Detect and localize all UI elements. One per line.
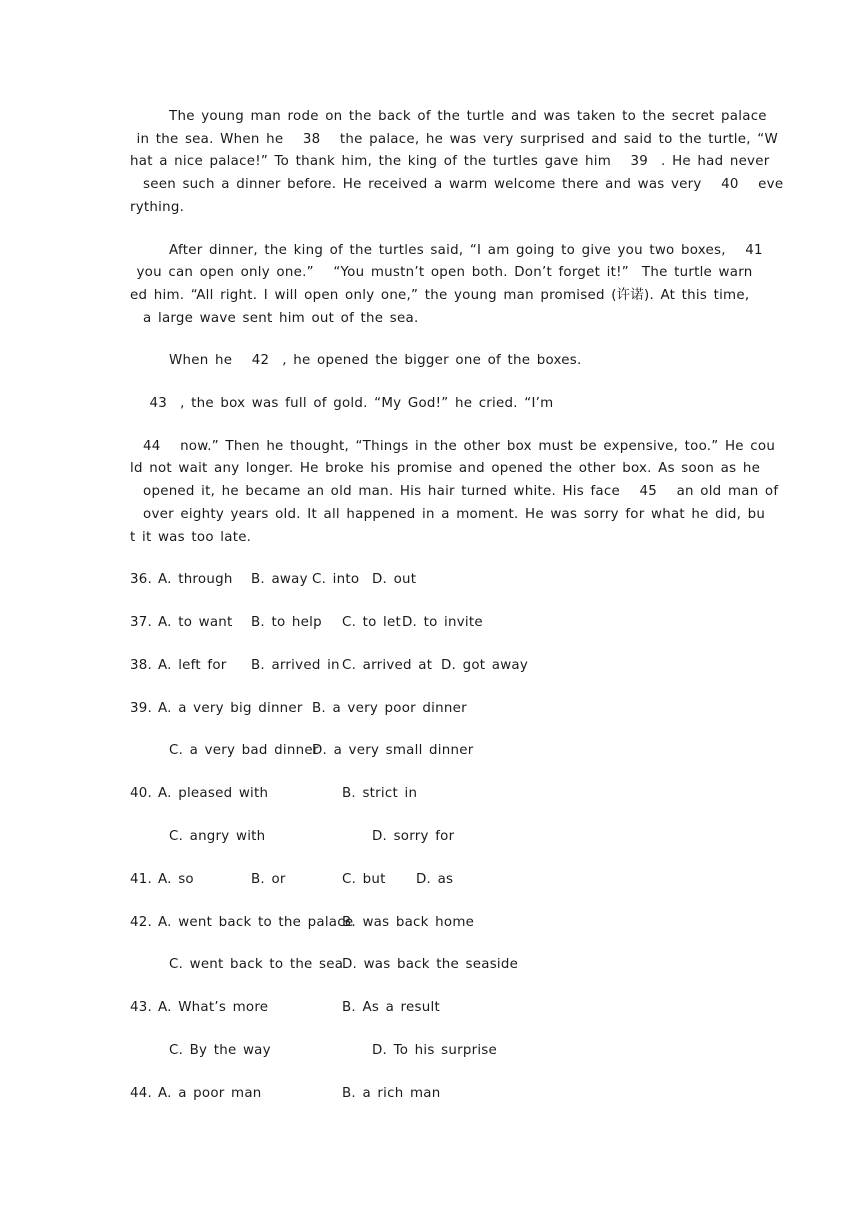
option-c: C. arrived at <box>342 657 433 673</box>
text-line: The young man rode on the back of the turtle and was taken to the secret palace <box>130 109 767 124</box>
option-a: A. to want <box>158 615 233 631</box>
text-line: rything. <box>130 199 185 215</box>
document-page <box>130 106 784 1105</box>
option-b: B. to help <box>251 615 322 631</box>
question-number: 39. <box>130 700 153 716</box>
option-c: C. into <box>312 572 360 588</box>
text-line: you can open only one.” “You mustn’t open both. Don’t forget it!” The turtle warn <box>130 265 753 281</box>
question-number: 44. <box>130 1085 153 1101</box>
question-38 <box>130 655 730 677</box>
question-44 <box>130 1083 730 1105</box>
option-c: C. a very bad dinner <box>169 743 319 759</box>
text-line: ld not wait any longer. He broke his promise and opened the other box. As soon as he <box>130 461 761 477</box>
text-line: hat a nice palace!” To thank him, the king of the turtles gave him 39 . He had never <box>130 154 770 170</box>
option-a: A. pleased with <box>158 786 269 802</box>
question-41 <box>130 869 730 891</box>
option-c: C. angry with <box>169 829 266 845</box>
option-c: C. but <box>342 871 386 887</box>
story-paragraph-3 <box>130 350 730 373</box>
option-c: C. By the way <box>169 1043 271 1059</box>
text-line: over eighty years old. It all happened in a moment. He was sorry for what he did, bu <box>130 506 766 522</box>
question-number: 40. <box>130 786 153 802</box>
option-d: D. a very small dinner <box>312 743 474 759</box>
option-c: C. to let <box>342 615 402 631</box>
question-number: 41. <box>130 871 153 887</box>
text-line: 43 , the box was full of gold. “My God!” he cried. “I’m <box>130 396 554 412</box>
option-d: D. got away <box>441 657 529 673</box>
text-line: a large wave sent him out of the sea. <box>130 310 419 326</box>
question-39 <box>130 698 730 720</box>
question-40 <box>130 783 730 805</box>
story-paragraph-1 <box>130 106 784 220</box>
option-b: B. or <box>251 871 286 887</box>
option-a: A. went back to the palace <box>158 914 354 930</box>
story-paragraph-5 <box>130 436 779 550</box>
option-b: B. away <box>251 572 308 588</box>
option-d: D. was back the seaside <box>342 957 519 973</box>
option-d: D. out <box>372 572 417 588</box>
option-b: B. a very poor dinner <box>312 700 467 716</box>
story-paragraph-2 <box>130 240 763 331</box>
option-a: A. left for <box>158 657 227 673</box>
question-39-continued <box>130 740 730 762</box>
question-number: 43. <box>130 1000 153 1016</box>
text-line: After dinner, the king of the turtles said, “I am going to give you two boxes, 41 <box>130 242 763 258</box>
option-d: D. as <box>416 871 454 887</box>
option-a: A. What’s more <box>158 1000 269 1016</box>
question-42-continued <box>130 954 730 976</box>
question-number: 38. <box>130 657 153 673</box>
option-a: A. through <box>158 572 233 588</box>
question-number: 37. <box>130 615 153 631</box>
text-line: seen such a dinner before. He received a warm welcome there and was very 40 eve <box>130 177 784 193</box>
option-b: B. As a result <box>342 1000 440 1016</box>
question-43 <box>130 997 730 1019</box>
option-a: A. a poor man <box>158 1085 262 1101</box>
question-40-continued <box>130 826 730 848</box>
question-43-continued <box>130 1040 730 1062</box>
option-b: B. arrived in <box>251 657 340 673</box>
text-line: t it was too late. <box>130 529 252 545</box>
option-b: B. was back home <box>342 914 475 930</box>
option-a: A. so <box>158 871 194 887</box>
text-line: opened it, he became an old man. His hair turned white. His face 45 an old man of <box>130 484 779 500</box>
text-line: ed him. “All right. I will open only one,” the young man promised (许诺). At this time, <box>130 287 750 303</box>
text-line: in the sea. When he 38 the palace, he was very surprised and said to the turtle, “W <box>130 131 778 147</box>
question-42 <box>130 912 730 934</box>
option-c: C. went back to the sea <box>169 957 344 973</box>
question-37 <box>130 612 730 634</box>
story-paragraph-4 <box>130 393 730 416</box>
option-d: D. to invite <box>402 615 483 631</box>
option-d: D. To his surprise <box>372 1043 498 1059</box>
text-line: 44 now.” Then he thought, “Things in the other box must be expensive, too.” He cou <box>130 438 776 454</box>
option-b: B. a rich man <box>342 1085 441 1101</box>
option-b: B. strict in <box>342 786 418 802</box>
option-d: D. sorry for <box>372 829 455 845</box>
text-line: When he 42 , he opened the bigger one of the boxes. <box>130 353 582 369</box>
option-a: A. a very big dinner <box>158 700 303 716</box>
question-36 <box>130 569 730 591</box>
question-number: 36. <box>130 572 153 588</box>
question-number: 42. <box>130 914 153 930</box>
